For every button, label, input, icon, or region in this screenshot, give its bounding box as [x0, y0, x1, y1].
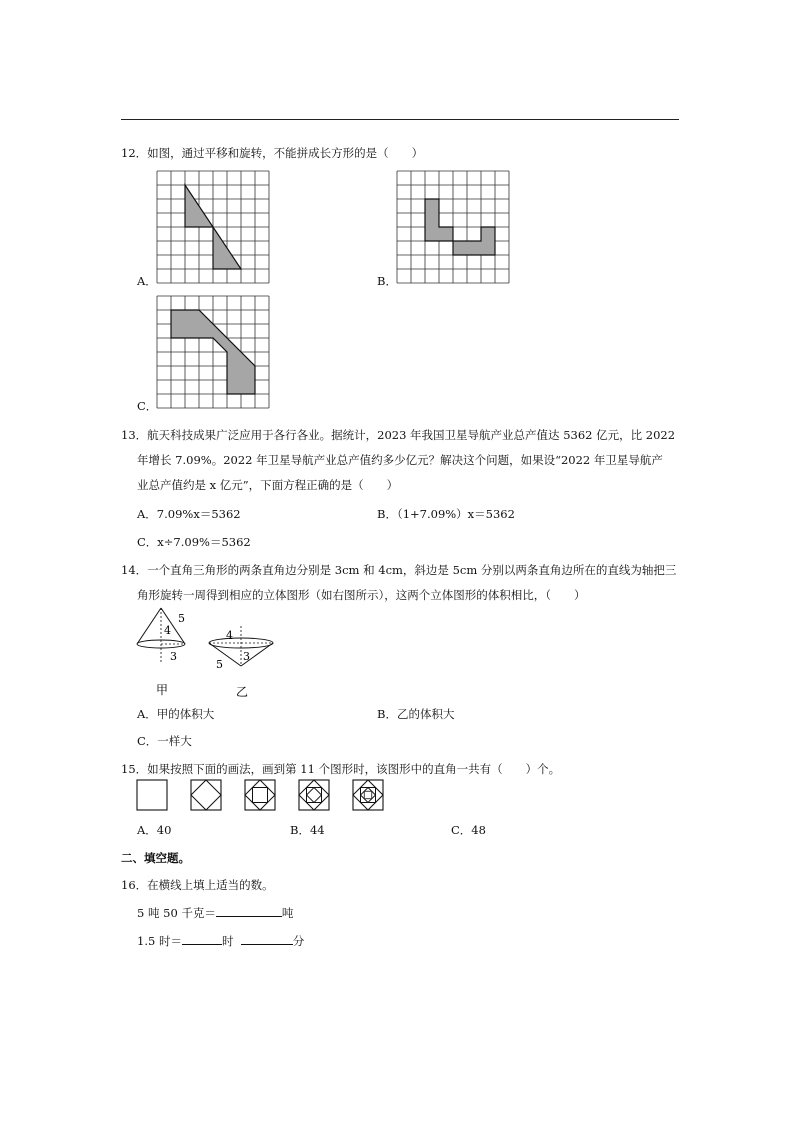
q16-line-1-suffix: 吨	[281, 906, 294, 920]
pattern-3	[245, 780, 275, 810]
q14-option-a[interactable]: A．甲的体积大	[137, 707, 215, 721]
q14-line-1: 14．一个直角三角形的两条直角边分别是 3cm 和 4cm，斜边是 5cm 分别以两条直角边所在的直线为轴把三	[121, 563, 677, 577]
q12-option-b[interactable]: B．	[377, 274, 397, 288]
jia-label-3: 3	[170, 650, 177, 663]
answer-blank-tons[interactable]	[216, 904, 282, 917]
q15-figure-sequence	[136, 779, 386, 813]
q16-line-2	[137, 932, 304, 949]
q12-option-a[interactable]: A．	[137, 274, 157, 288]
jia-caption: 甲	[156, 683, 169, 697]
q13-line-1: 13．航天科技成果广泛应用于各行各业。据统计，2023 年我国卫星导航产业总产值达 5362 亿元，比 2022	[121, 428, 676, 442]
pattern-1	[137, 780, 167, 810]
q16-line-2-suffix: 分	[292, 934, 305, 948]
q12-stem: 12．如图，通过平移和旋转，不能拼成长方形的是（ ）	[121, 146, 424, 160]
q13-line-2: 年增长 7.09%。2022 年卫星导航产业总产值约多少亿元？解决这个问题，如果设“2022 年卫星导航产	[137, 453, 663, 467]
pattern-2	[191, 780, 221, 810]
q12-figure-c	[157, 296, 269, 408]
q14-option-b[interactable]: B．乙的体积大	[377, 707, 455, 721]
yi-label-3: 3	[243, 650, 250, 663]
yi-label-5: 5	[216, 658, 223, 671]
q16-line-2-mid: 时	[221, 934, 234, 948]
q15-option-a[interactable]: A．40	[137, 823, 172, 837]
q13-option-c[interactable]: C．x÷7.09%＝5362	[137, 535, 251, 549]
q15-option-c[interactable]: C．48	[451, 823, 486, 837]
q12-figure-b	[397, 171, 509, 283]
q14-option-c[interactable]: C．一样大	[137, 734, 192, 748]
q14-figure	[132, 604, 292, 704]
q16-line-2-prefix: 1.5 时＝	[137, 934, 182, 948]
jia-label-5: 5	[178, 612, 185, 625]
answer-blank-hours[interactable]	[182, 932, 222, 945]
q12-option-c[interactable]: C．	[137, 399, 158, 413]
q13-line-3: 业总产值约是 x 亿元”，下面方程正确的是（ ）	[137, 478, 399, 492]
section-title-fill-in: 二、填空题。	[121, 851, 190, 865]
pattern-4	[299, 780, 329, 810]
header-rule	[121, 119, 679, 120]
q13-option-a[interactable]: A．7.09%x＝5362	[137, 507, 241, 521]
jia-label-4: 4	[164, 624, 171, 637]
yi-caption: 乙	[236, 685, 249, 699]
q12-figure-a	[157, 171, 269, 283]
q16-stem: 16．在横线上填上适当的数。	[121, 878, 274, 892]
yi-label-4: 4	[226, 629, 233, 642]
q16-line-1	[137, 904, 293, 921]
answer-blank-minutes[interactable]	[241, 932, 293, 945]
q16-line-1-prefix: 5 吨 50 千克＝	[137, 906, 216, 920]
q13-option-b[interactable]: B．（1+7.09%）x＝5362	[377, 507, 515, 521]
pattern-5	[353, 780, 383, 810]
q15-option-b[interactable]: B．44	[290, 823, 325, 837]
q15-stem: 15．如果按照下面的画法，画到第 11 个图形时，该图形中的直角一共有（ ）个。	[121, 762, 561, 776]
q14-line-2: 角形旋转一周得到相应的立体图形（如右图所示），这两个立体图形的体积相比，（ ）	[137, 588, 586, 602]
